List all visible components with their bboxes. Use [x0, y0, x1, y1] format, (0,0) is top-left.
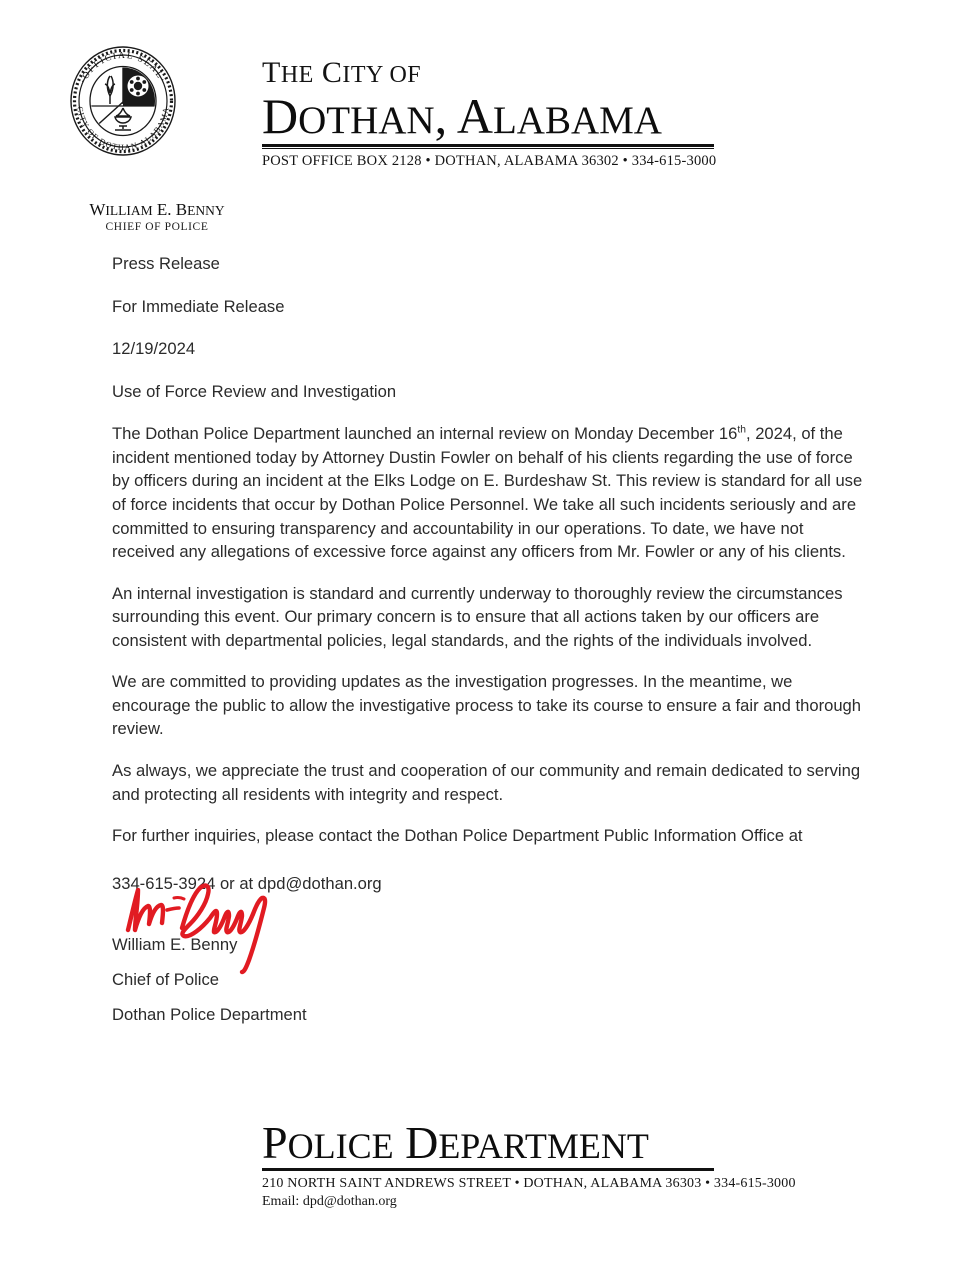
contact-line-2: 334-615-3924 or at dpd@dothan.org [112, 873, 382, 893]
paragraph-1-part-a: The Dothan Police Department launched an internal review on Monday December 16 [112, 424, 738, 444]
chief-title: CHIEF OF POLICE [105, 220, 209, 233]
footer-address: 210 NORTH SAINT ANDREWS STREET • DOTHAN, ALABAMA 36303 • 334-615-3000 [262, 1175, 796, 1191]
paragraph-2: An internal investigation is standard and currently underway to thoroughly review the circumstances surrounding this event. Our primary concern is to ensure that all actions taken by our officers are consistent with departmental policies, legal standards, and the rights of the individuals involved. [112, 583, 843, 650]
paragraph-1-part-b: , 2024, of the incident mentioned today by Attorney Dustin Fowler on behalf of his clients regarding the use of force by officers during an incident at the Elks Lodge on E. Burdeshaw St. This review is standard for all use of force incidents that occur by Dothan Police Personnel. We take all such incidents seriously and are committed to ensuring transparency and accountability in our operations. To date, we have not received any allegations of excessive force against any officers from Mr. Fowler or any of his clients. [112, 424, 863, 562]
release-subject: Use of Force Review and Investigation [112, 381, 397, 401]
letterhead-rule-thin [262, 148, 714, 149]
signature-name: William E. Benny [112, 935, 238, 954]
contact-line-1: For further inquiries, please contact the Dothan Police Department Public Information Office at [112, 826, 803, 846]
paragraph-1 [112, 422, 864, 563]
seal-bottom-text: CITY OF DOTHAN ALABAMA [75, 105, 171, 153]
chief-name: WILLIAM E. BENNY [89, 200, 225, 219]
signature-title: Chief of Police [112, 970, 219, 989]
footer-rule [262, 1168, 714, 1171]
seal-top-text: ·OFFICIAL SEAL· [78, 50, 168, 86]
org-line-the-city-of: THE CITY OF [262, 56, 422, 89]
letter-body [112, 252, 864, 895]
city-seal [64, 44, 182, 156]
ordinal-suffix: th [737, 424, 746, 436]
label-press-release: Press Release [112, 254, 220, 273]
release-date: 12/19/2024 [112, 339, 196, 359]
chief-identity-block [57, 201, 257, 233]
footer-email: Email: dpd@dothan.org [262, 1193, 397, 1209]
letterhead-address: POST OFFICE BOX 2128 • DOTHAN, ALABAMA 36302 • 334-615-3000 [262, 153, 717, 169]
label-for-immediate-release: For Immediate Release [112, 296, 285, 316]
paragraph-3: We are committed to providing updates as the investigation progresses. In the meantime, we encourage the public to allow the investigative process to take its course to ensure a fair and thorough review. [112, 672, 862, 739]
org-line-dothan-alabama: DOTHAN, ALABAMA [262, 88, 662, 144]
page-footer [262, 1117, 822, 1210]
footer-title: POLICE DEPARTMENT [262, 1117, 649, 1168]
paragraph-4: As always, we appreciate the trust and cooperation of our community and remain dedicated to serving and protecting all residents with integrity and respect. [112, 761, 861, 804]
letterhead-rule [262, 144, 714, 147]
official-seal-icon [64, 44, 182, 156]
organization-title-block [262, 58, 722, 170]
letterhead [0, 0, 980, 185]
signature-department: Dothan Police Department [112, 1005, 307, 1024]
